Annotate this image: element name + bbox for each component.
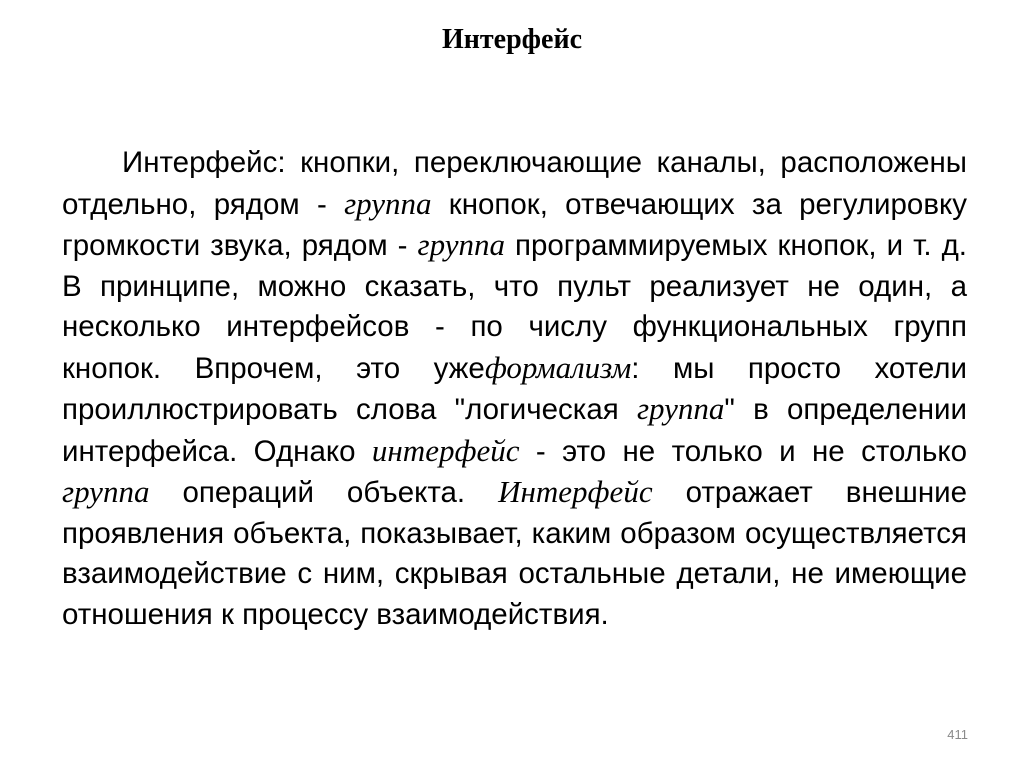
body-italic-term: интерфейс <box>371 432 520 468</box>
body-italic-term: группа <box>417 227 505 262</box>
body-text-segment: " в определении интерфейса. Однако <box>62 393 967 468</box>
body-text-segment: : мы просто хотели проиллюстрировать слова "логическая <box>62 351 967 426</box>
slide-body-paragraph <box>62 143 967 635</box>
body-italic-term: Интерфейс <box>498 474 653 509</box>
body-italic-term: группа <box>636 391 725 426</box>
body-italic-term: формализм <box>484 349 632 385</box>
body-italic-term: группа <box>344 185 432 221</box>
body-text-segment: операций объекта. <box>149 476 499 509</box>
body-text-segment: отражает внешние проявления объекта, показывает, каким образом осуществляется взаимодействие с ним, скрывая остальные детали, не имеющие отношения к процессу взаимодействия. <box>62 476 967 631</box>
body-text-segment: кнопок, отвечающих за регулировку громкости звука, рядом - <box>62 187 967 262</box>
body-text-segment: Интерфейс: кнопки, переключающие каналы, расположены отдельно, рядом - <box>62 146 967 221</box>
slide-title: Интерфейс <box>441 24 583 55</box>
slide-page-number: 411 <box>947 727 968 742</box>
body-text-segment: программируемых кнопок, и т. д. В принципе, можно сказать, что пульт реализует не один, а несколько интерфейсов - по числу функциональных групп кнопок. Впрочем, это уже <box>62 229 967 385</box>
body-text-segment: - это не только и не столько <box>519 434 967 468</box>
body-italic-term: группа <box>62 474 150 509</box>
